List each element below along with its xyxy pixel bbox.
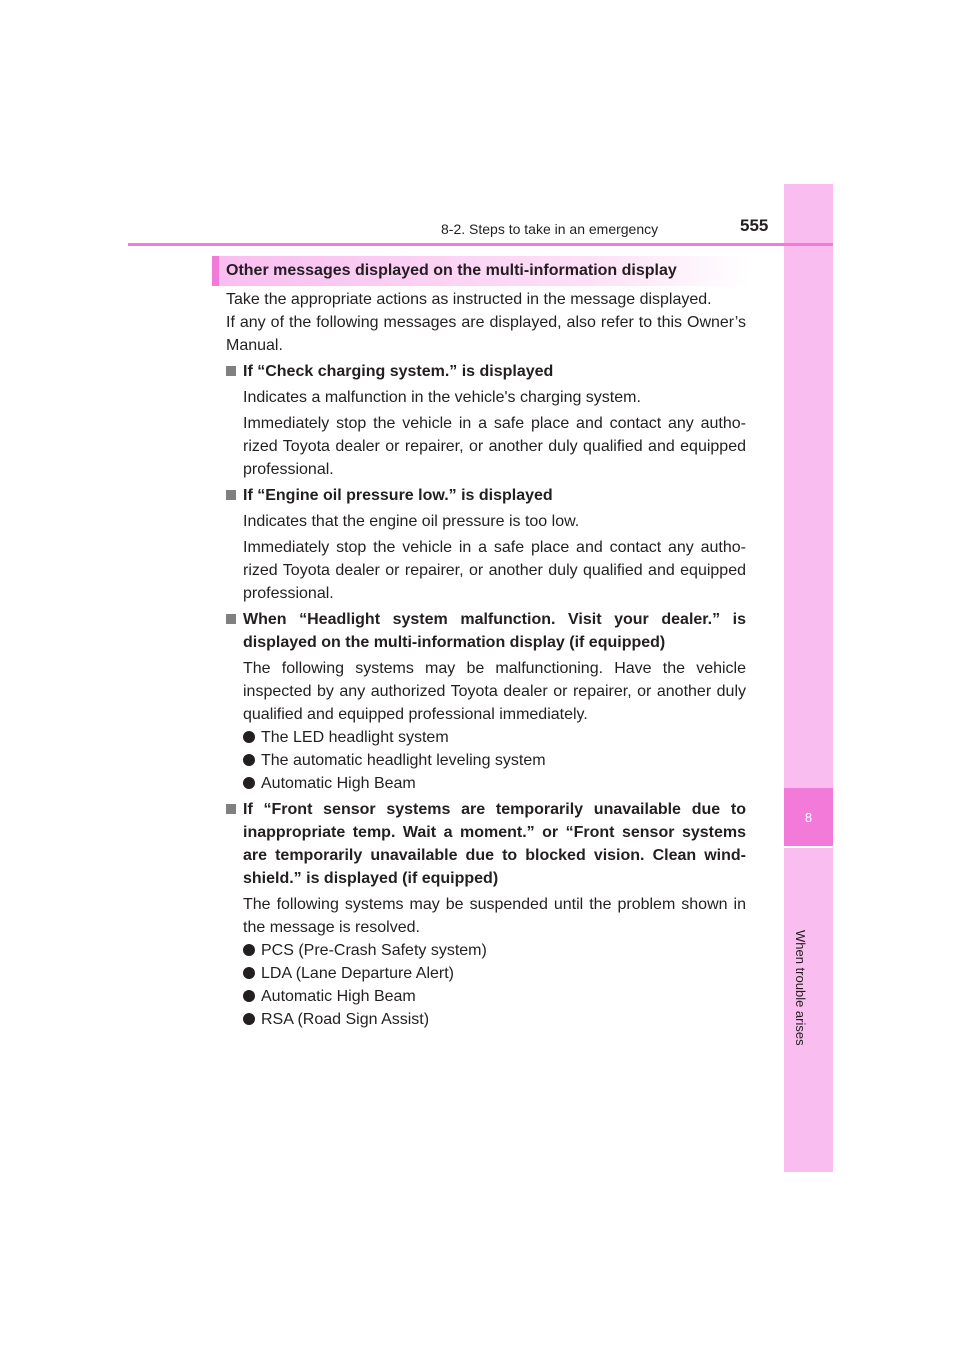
section-reference: 8-2. Steps to take in an emergency (441, 221, 659, 237)
round-bullet-icon (243, 777, 255, 789)
intro-paragraph (226, 288, 746, 357)
square-bullet-icon (226, 614, 236, 624)
bullet-text: RSA (Road Sign Assist) (261, 1011, 430, 1028)
chapter-number: 8 (804, 809, 813, 825)
message-item-title (226, 360, 746, 383)
round-bullet-icon (243, 1013, 255, 1025)
chapter-number-badge (784, 788, 833, 846)
bullet-list-item (226, 726, 746, 749)
bullet-text: Automatic High Beam (261, 775, 416, 792)
bullet-list-item (226, 772, 746, 795)
bullet-text: PCS (Pre-Crash Safety system) (261, 942, 487, 959)
bullet-list-item (226, 749, 746, 772)
message-item-title (226, 608, 746, 654)
round-bullet-icon (243, 944, 255, 956)
square-bullet-icon (226, 366, 236, 376)
message-item-paragraph: Indicates a malfunction in the vehicle's charging system. (243, 389, 641, 406)
message-item-paragraph: Immediately stop the vehicle in a safe place and contact any autho-rized Toyota dealer or repairer, or another duly qualified and equipped professional. (243, 539, 746, 602)
section-heading-accent (212, 256, 219, 286)
chapter-side-tab (784, 184, 833, 1172)
square-bullet-icon (226, 490, 236, 500)
page-number: 555 (740, 216, 769, 235)
message-item-title (226, 798, 746, 890)
message-item-paragraph: Immediately stop the vehicle in a safe place and contact any autho-rized Toyota dealer or repairer, or another duly qualified and equipped professional. (243, 415, 746, 478)
section-content (226, 288, 746, 1031)
bullet-text: LDA (Lane Departure Alert) (261, 965, 454, 982)
message-item-title-text: When “Headlight system malfunction. Visit your dealer.” is displayed on the multi-information display (if equipped) (243, 611, 746, 651)
bullet-text: Automatic High Beam (261, 988, 416, 1005)
message-item-title-text: If “Front sensor systems are temporarily unavailable due to inappropriate temp. Wait a moment.” or “Front sensor systems are temporarily unavailable due to blocked vision. Clean wind-shield.” is displayed (if equipped) (243, 801, 746, 887)
round-bullet-icon (243, 967, 255, 979)
round-bullet-icon (243, 990, 255, 1002)
message-item-title-text: If “Check charging system.” is displayed (243, 363, 554, 380)
message-item-paragraph: Indicates that the engine oil pressure is too low. (243, 513, 580, 530)
message-item-title (226, 484, 746, 507)
square-bullet-icon (226, 804, 236, 814)
message-item-title-text: If “Engine oil pressure low.” is displayed (243, 487, 553, 504)
bullet-list-item (226, 962, 746, 985)
bullet-text: The LED headlight system (261, 729, 449, 746)
header-rule (128, 243, 833, 246)
side-tab-divider (784, 846, 833, 848)
chapter-title-vertical: When trouble arises (793, 930, 808, 1046)
section-heading: Other messages displayed on the multi-information display (226, 262, 677, 279)
intro-line: If any of the following messages are displayed, also refer to this Owner’s Manual. (226, 314, 746, 354)
bullet-list-item (226, 1008, 746, 1031)
intro-line: Take the appropriate actions as instructed in the message displayed. (226, 291, 712, 308)
round-bullet-icon (243, 754, 255, 766)
bullet-list-item (226, 985, 746, 1008)
message-item-paragraph: The following systems may be suspended until the problem shown in the message is resolved. (243, 896, 746, 936)
bullet-list-item (226, 939, 746, 962)
round-bullet-icon (243, 731, 255, 743)
bullet-text: The automatic headlight leveling system (261, 752, 546, 769)
message-items (226, 360, 746, 1031)
message-item-paragraph: The following systems may be malfunctioning. Have the vehicle inspected by any authorized Toyota dealer or repairer, or another duly qualified and equipped professional immediately. (243, 660, 746, 723)
